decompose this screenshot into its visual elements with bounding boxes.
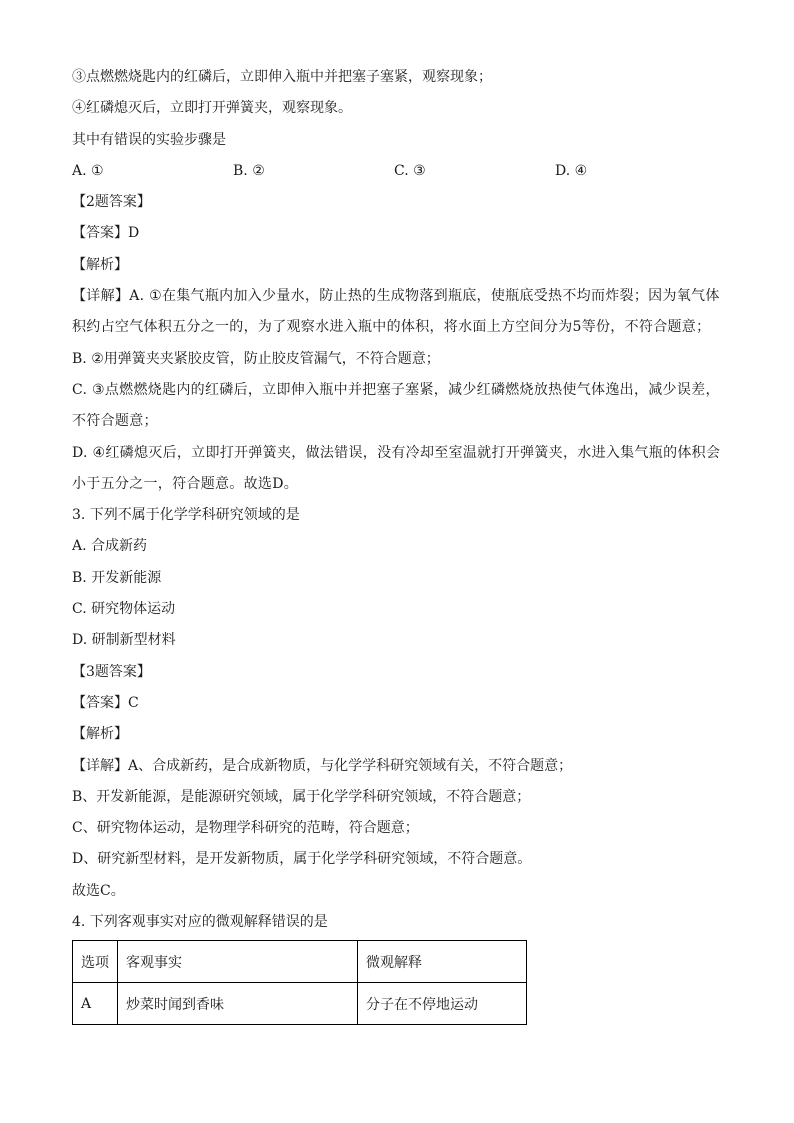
table-row	[73, 983, 527, 1025]
q2-detail-1: 【详解】A. ①在集气瓶内加入少量水，防止热的生成物落到瓶底，使瓶底受热不均而炸裂；因为氧气体积约占空气体积五分之一的，为了观察水进入瓶中的体积，将水面上方空间分为5等份，不符合题意；	[72, 288, 720, 336]
q3-detail-4: D、研究新型材料，是开发新物质，属于化学学科研究领域，不符合题意。	[72, 851, 532, 868]
q3-option-d: D. 研制新型材料	[72, 632, 176, 649]
table-header-cell: 选项	[73, 941, 118, 983]
q3-answer-heading: 【3题答案】	[72, 663, 151, 680]
q2-detail-3: C. ③点燃燃烧匙内的红磷后，立即伸入瓶中并把塞子塞紧，减少红磷燃烧放热使气体逸出，减少误差，不符合题意；	[72, 381, 720, 430]
q2-question: 其中有错误的实验步骤是	[72, 131, 226, 148]
q2-option-d: D. ④	[555, 162, 588, 179]
table-cell: 分子在不停地运动	[358, 983, 527, 1025]
q3-option-b: B. 开发新能源	[72, 569, 162, 586]
table-cell: 炒菜时闻到香味	[118, 983, 358, 1025]
q4-table	[72, 940, 527, 1025]
table-header-row	[73, 941, 527, 983]
table-header-cell: 微观解释	[358, 941, 527, 983]
q4-question: 4. 下列客观事实对应的微观解释错误的是	[72, 914, 328, 931]
q2-step-3: ③点燃燃烧匙内的红磷后，立即伸入瓶中并把塞子塞紧，观察现象；	[72, 69, 492, 85]
q2-options	[72, 156, 732, 187]
q2-answer-heading: 【2题答案】	[72, 194, 151, 211]
q2-option-c: C. ③	[394, 162, 426, 179]
q2-detail-2: B. ②用弹簧夹夹紧胶皮管，防止胶皮管漏气，不符合题意；	[72, 350, 440, 367]
q2-step-4: ④红磷熄灭后，立即打开弹簧夹，观察现象。	[72, 100, 352, 117]
q3-detail-1: 【详解】A、合成新药，是合成新物质，与化学学科研究领域有关，不符合题意；	[72, 757, 573, 774]
q3-option-a: A. 合成新药	[72, 538, 148, 555]
q3-detail-2: B、开发新能源，是能源研究领域，属于化学学科研究领域，不符合题意；	[72, 788, 531, 805]
q3-conclusion: 故选C。	[72, 882, 125, 899]
q3-answer: 【答案】C	[72, 694, 139, 711]
q2-answer: 【答案】D	[72, 225, 140, 242]
q3-option-c: C. 研究物体运动	[72, 601, 176, 618]
q3-detail-3: C、研究物体运动，是物理学科研究的范畴，符合题意；	[72, 820, 419, 837]
q3-question: 3. 下列不属于化学学科研究领域的是	[72, 507, 300, 524]
q2-analysis-heading: 【解析】	[72, 256, 128, 273]
q2-detail-4: D. ④红磷熄灭后，立即打开弹簧夹，做法错误，没有冷却至室温就打开弹簧夹，水进入集气瓶的体积会小于五分之一，符合题意。故选D。	[72, 444, 721, 492]
q2-option-b: B. ②	[233, 162, 265, 179]
q3-analysis-heading: 【解析】	[72, 726, 128, 743]
document-page	[72, 62, 732, 1025]
table-cell: A	[73, 983, 118, 1025]
q2-option-a: A. ①	[72, 162, 104, 179]
table-header-cell: 客观事实	[118, 941, 358, 983]
